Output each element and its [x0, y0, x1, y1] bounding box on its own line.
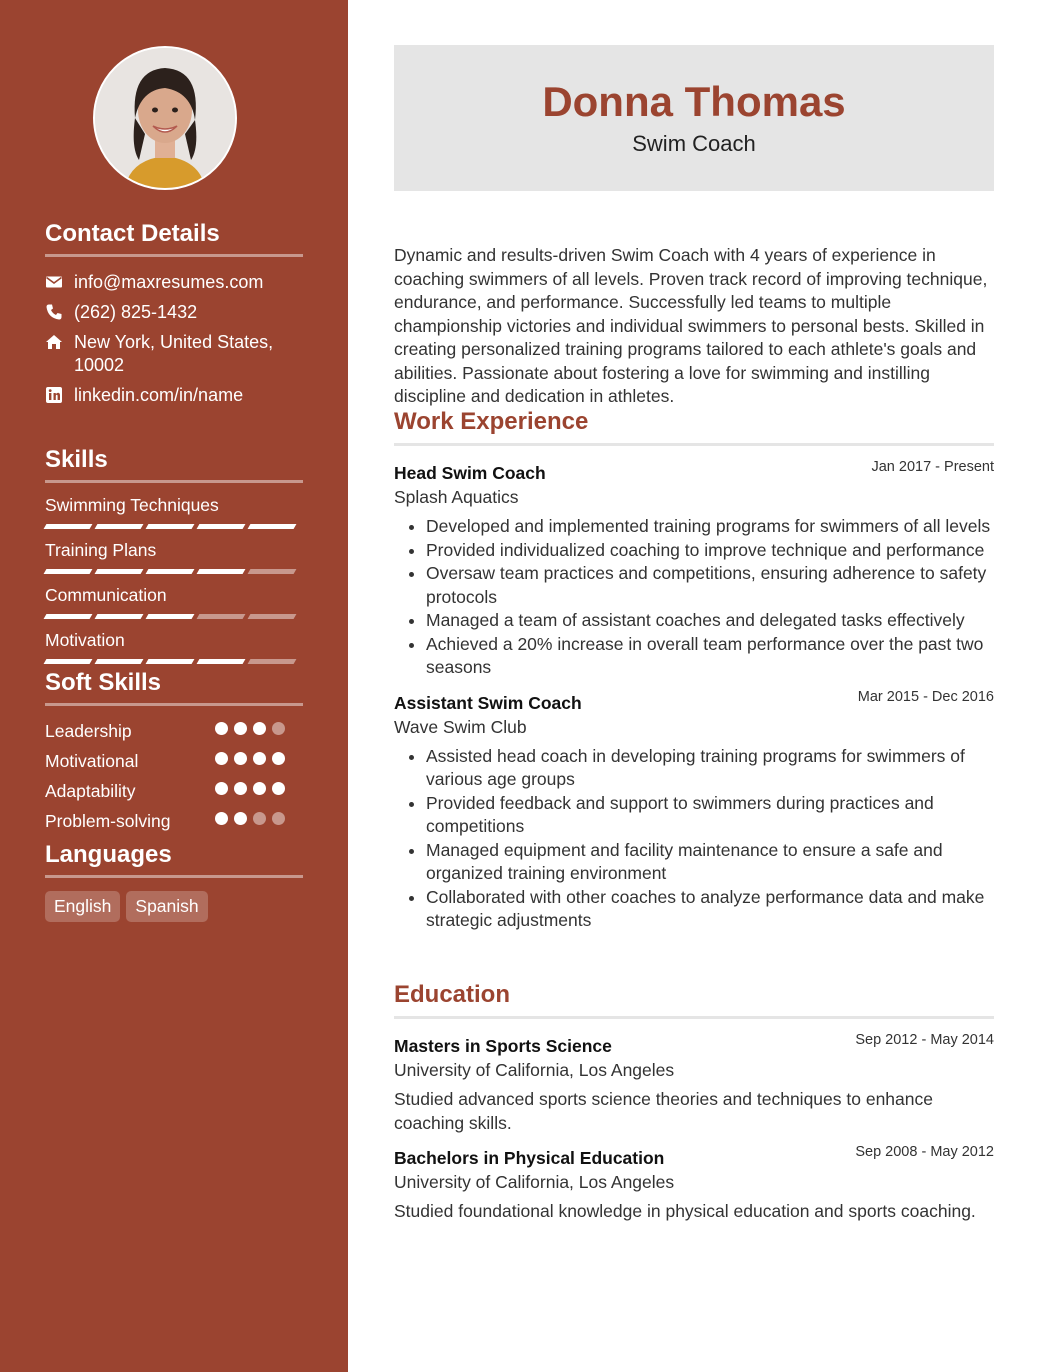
soft-skill-dot — [234, 812, 247, 825]
job-date: Mar 2015 - Dec 2016 — [857, 688, 994, 705]
job-entry — [394, 688, 994, 933]
degree-title: Masters in Sports Science — [394, 1036, 612, 1056]
contact-linkedin[interactable] — [45, 384, 303, 407]
job-bullet: • Achieved a 20% increase in overall team performance over the past two seasons — [426, 633, 994, 680]
languages-title: Languages — [45, 841, 303, 878]
soft-skill-dot — [253, 722, 266, 735]
language-list — [45, 891, 303, 922]
education-date: Sep 2012 - May 2014 — [855, 1032, 994, 1048]
skill-bar-segment — [95, 614, 144, 619]
skill-bar-segment — [44, 659, 93, 664]
job-bullet: • Collaborated with other coaches to analyze performance data and make strategic adjustments — [426, 886, 994, 933]
contact-email-text: info@maxresumes.com — [74, 272, 264, 292]
skill-name: Training Plans — [45, 540, 157, 560]
skill-bar-segment — [146, 614, 195, 619]
skill-bar-segment — [146, 659, 195, 664]
soft-skills-title: Soft Skills — [45, 669, 303, 706]
job-bullet: • Developed and implemented training programs for swimmers of all levels — [426, 515, 994, 539]
job-title: Assistant Swim Coach — [394, 692, 582, 713]
degree-title: Bachelors in Physical Education — [394, 1148, 665, 1168]
job-bullets — [394, 515, 994, 680]
phone-icon — [45, 303, 63, 321]
languages-section — [45, 841, 303, 922]
profile-photo — [95, 48, 235, 188]
skill-bar-segment — [146, 524, 195, 529]
summary-text: Dynamic and results-driven Swim Coach with 4 years of experience in coaching swimmers of all levels. Proven track record of improving technique, endurance, and performance. Successfully led teams to multiple championship victories and individual swimmers to personal bests. Skilled in creating personalized training programs tailored to each athlete's goals and abilities. Passionate about fostering a love for swimming and instilling discipline and dedication in athletes. — [394, 245, 988, 406]
soft-skill-dot — [234, 752, 247, 765]
soft-skill-name: Leadership — [45, 721, 132, 741]
skill-item — [45, 539, 303, 574]
skill-item — [45, 629, 303, 664]
skill-name: Swimming Techniques — [45, 495, 219, 515]
soft-skill-name: Adaptability — [45, 781, 136, 801]
job-bullets — [394, 745, 994, 933]
soft-skill-item — [45, 750, 303, 780]
skill-bar-segment — [44, 569, 93, 574]
soft-skill-item — [45, 720, 303, 750]
job-bullet: • Provided feedback and support to swimmers during practices and competitions — [426, 792, 994, 839]
job-bullet: • Managed a team of assistant coaches and delegated tasks effectively — [426, 609, 994, 633]
contact-section — [45, 220, 303, 407]
skills-title: Skills — [45, 446, 303, 483]
soft-skill-name: Problem-solving — [45, 811, 171, 831]
skill-bar-segment — [197, 614, 246, 619]
skill-item — [45, 494, 303, 529]
skill-bar-segment — [248, 569, 297, 574]
job-bullet: • Provided individualized coaching to improve technique and performance — [426, 539, 994, 563]
skill-bar-segment — [95, 659, 144, 664]
soft-skills-section — [45, 669, 303, 840]
candidate-name: Donna Thomas — [542, 78, 846, 125]
soft-skill-dot — [272, 722, 285, 735]
linkedin-icon — [45, 386, 63, 404]
soft-skill-dot — [253, 812, 266, 825]
skill-bar-segment — [44, 614, 93, 619]
education-date: Sep 2008 - May 2012 — [855, 1144, 994, 1160]
soft-skill-dot — [234, 782, 247, 795]
skill-level-bars — [45, 569, 303, 574]
contact-address-text: New York, United States, 10002 — [74, 332, 274, 375]
summary-section — [394, 244, 994, 409]
soft-skill-dot — [253, 752, 266, 765]
skill-bar-segment — [248, 524, 297, 529]
skill-bar-segment — [248, 614, 297, 619]
home-icon — [45, 333, 63, 351]
job-entry — [394, 461, 994, 680]
education-entry — [394, 1034, 994, 1135]
contact-linkedin-text: linkedin.com/in/name — [74, 385, 244, 405]
skill-name: Motivation — [45, 630, 125, 650]
job-title: Head Swim Coach — [394, 463, 546, 483]
contact-phone-text: (262) 825-1432 — [74, 302, 198, 322]
job-bullet: • Assisted head coach in developing training programs for swimmers of various age groups — [426, 745, 994, 792]
envelope-icon — [45, 273, 63, 291]
soft-skill-dot — [272, 752, 285, 765]
job-company: Wave Swim Club — [394, 716, 527, 737]
job-company: Splash Aquatics — [394, 487, 519, 507]
education-entry — [394, 1146, 994, 1224]
skill-item — [45, 584, 303, 619]
contact-address — [45, 331, 303, 377]
job-date: Jan 2017 - Present — [871, 459, 994, 475]
skill-bar-segment — [95, 569, 144, 574]
soft-skill-dot — [253, 782, 266, 795]
soft-skill-name: Motivational — [45, 751, 139, 771]
school-name: University of California, Los Angeles — [394, 1172, 675, 1192]
sidebar — [0, 0, 348, 1372]
soft-skill-dot — [234, 722, 247, 735]
avatar — [93, 46, 237, 190]
skill-bar-segment — [44, 524, 93, 529]
soft-skill-dot — [272, 812, 285, 825]
soft-skill-level-dots — [215, 722, 285, 735]
skill-level-bars — [45, 614, 303, 619]
education-section — [394, 981, 994, 1224]
skill-bar-segment — [197, 524, 246, 529]
soft-skill-level-dots — [215, 812, 285, 825]
soft-skill-dot — [215, 752, 228, 765]
candidate-title: Swim Coach — [632, 131, 756, 156]
skill-bar-segment — [248, 659, 297, 664]
skill-name: Communication — [45, 585, 167, 605]
skill-bar-segment — [146, 569, 195, 574]
header — [394, 45, 994, 191]
soft-skill-level-dots — [215, 782, 285, 795]
education-description: Studied advanced sports science theories and techniques to enhance coaching skills. — [394, 1089, 933, 1133]
soft-skill-dot — [215, 782, 228, 795]
language-tag: Spanish — [126, 891, 207, 922]
skill-bar-segment — [197, 659, 246, 664]
contact-title: Contact Details — [45, 220, 303, 257]
education-title: Education — [394, 981, 994, 1019]
job-bullet: • Oversaw team practices and competitions, ensuring adherence to safety protocols — [426, 562, 994, 609]
contact-phone[interactable] — [45, 301, 303, 324]
soft-skill-dot — [215, 722, 228, 735]
education-description: Studied foundational knowledge in physical education and sports coaching. — [394, 1201, 976, 1221]
soft-skill-dot — [272, 782, 285, 795]
school-name: University of California, Los Angeles — [394, 1060, 675, 1080]
soft-skill-dot — [215, 812, 228, 825]
work-title: Work Experience — [394, 408, 994, 446]
skill-level-bars — [45, 524, 303, 529]
skills-section — [45, 446, 303, 664]
skill-level-bars — [45, 659, 303, 664]
work-section — [394, 408, 994, 933]
soft-skill-item — [45, 810, 303, 840]
soft-skill-item — [45, 780, 303, 810]
skill-bar-segment — [95, 524, 144, 529]
soft-skill-level-dots — [215, 752, 285, 765]
job-bullet: • Managed equipment and facility maintenance to ensure a safe and organized training environment — [426, 839, 994, 886]
contact-email[interactable] — [45, 271, 303, 294]
skill-bar-segment — [197, 569, 246, 574]
language-tag: English — [45, 891, 120, 922]
